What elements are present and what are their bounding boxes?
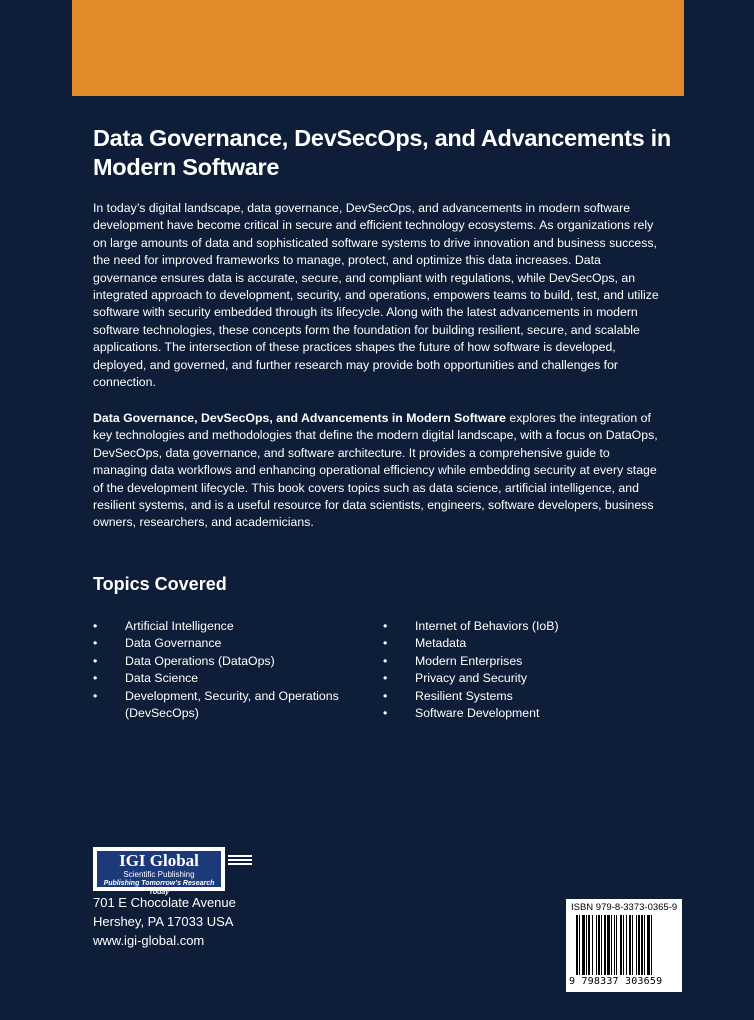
description-text: explores the integration of key technologies and methodologies that define the modern digital landscape, with a focus on DataOps, DevSecOps, data governance, and software architecture. It provides a comprehensive guide to managing data workflows and enhancing operational efficiency while embedding security at every stage of the development lifecycle. This book covers topics such as data science, artificial intelligence, and resilient systems, and is a useful resource for data scientists, engineers, software developers, business owners, researchers, and academicians. — [93, 411, 658, 530]
topic-label: Data Science — [125, 671, 199, 686]
bullet: • — [93, 671, 98, 686]
bullet: • — [383, 671, 388, 686]
topics-list-right — [383, 618, 643, 722]
publisher-website: www.igi-global.com — [93, 933, 205, 948]
topic-label: Artificial Intelligence — [125, 619, 234, 633]
bullet: • — [383, 688, 388, 703]
barcode-bar — [626, 915, 627, 975]
barcode-bar — [604, 915, 606, 975]
bullet: • — [93, 688, 98, 703]
isbn-digits: 9 798337 303659 — [569, 976, 663, 987]
topic-label: Data Governance — [125, 636, 222, 651]
bullet: • — [93, 636, 98, 651]
topic-item — [383, 653, 643, 670]
bullet: • — [93, 619, 98, 633]
topic-item — [383, 688, 643, 705]
barcode-bar — [579, 915, 580, 975]
topics-heading: Topics Covered — [93, 574, 227, 594]
publisher-logo-inner — [97, 851, 221, 896]
barcode-bar — [644, 915, 645, 975]
bullet: • — [93, 653, 98, 668]
barcode-bar — [647, 915, 650, 975]
topic-label: Software Development — [415, 706, 540, 721]
topic-label: Metadata — [415, 636, 467, 651]
top-color-band — [72, 0, 684, 96]
bullet: • — [383, 706, 388, 721]
topic-label: Modern Enterprises — [415, 653, 523, 668]
barcode-bar — [592, 915, 593, 975]
barcode-bar — [596, 915, 597, 975]
barcode-bar — [632, 915, 633, 975]
publisher-address — [93, 893, 236, 950]
isbn-label: ISBN 979-8-3373-0365-9 — [571, 902, 678, 913]
topic-item — [93, 618, 353, 635]
barcode-icon — [576, 915, 674, 975]
book-title: Data Governance, DevSecOps, and Advancements in Modern Software — [93, 125, 671, 180]
barcode-bar — [629, 915, 631, 975]
barcode-bar — [588, 915, 590, 975]
publisher-logo-subtitle: Scientific Publishing — [123, 870, 195, 879]
topic-item — [93, 635, 353, 652]
barcode-bar — [636, 915, 637, 975]
topic-item — [93, 670, 353, 687]
barcode-bar — [582, 915, 585, 975]
barcode-bar — [638, 915, 640, 975]
barcode-bar — [586, 915, 587, 975]
topic-label: Privacy and Security — [415, 671, 528, 686]
topic-item — [383, 618, 643, 635]
bullet: • — [383, 619, 388, 633]
topic-label: Resilient Systems — [415, 688, 513, 703]
bullet: • — [383, 636, 388, 651]
barcode-bar — [601, 915, 602, 975]
barcode-bar — [623, 915, 624, 975]
barcode-bar — [607, 915, 610, 975]
topic-label: Development, Security, and Operations (DevSecOps) — [125, 688, 339, 721]
isbn-barcode — [566, 899, 682, 992]
topic-label: Internet of Behaviors (IoB) — [415, 619, 559, 633]
barcode-bar — [616, 915, 617, 975]
barcode-bar — [576, 915, 578, 975]
intro-paragraph: In today’s digital landscape, data governance, DevSecOps, and advancements in modern software development have become critical in secure and efficient technology ecosystems. As organizations rely on large amounts of data and sophisticated software systems to drive innovation and business success, the need for improved frameworks to manage, protect, and optimize this data increases. Data governance ensures data is accurate, secure, and compliant with regulations, while DevSecOps, an integrated approach to development, security, and operations, empowers teams to build, test, and utilize software with security embedded through its lifecycle. Along with the latest advancements in modern software technologies, these concepts form the foundation for building resilient, secure, and scalable applications. The intersection of these practices shapes the future of how software is developed, deployed, and governed, and further research may provide both opportunities and challenges for connection. — [93, 201, 659, 390]
description-book-title: Data Governance, DevSecOps, and Advancements in Modern Software — [93, 411, 506, 425]
topic-item — [93, 688, 353, 723]
barcode-bar — [611, 915, 612, 975]
topics-list-left — [93, 618, 353, 722]
bullet: • — [383, 653, 388, 668]
barcode-bar — [620, 915, 622, 975]
topic-label: Data Operations (DataOps) — [125, 653, 275, 668]
address-line-1: 701 E Chocolate Avenue — [93, 895, 236, 910]
barcode-bar — [651, 915, 652, 975]
description-paragraph — [93, 410, 663, 532]
barcode-bar — [641, 915, 643, 975]
publisher-logo-tagline: Publishing Tomorrow’s Research Today — [103, 880, 215, 896]
publisher-logo — [93, 847, 225, 896]
topic-item — [93, 653, 353, 670]
logo-lines-icon — [228, 855, 252, 869]
topic-item — [383, 670, 643, 687]
address-line-2: Hershey, PA 17033 USA — [93, 914, 234, 929]
barcode-bar — [614, 915, 615, 975]
barcode-bar — [598, 915, 600, 975]
topic-item — [383, 705, 643, 722]
publisher-logo-name: IGI Global — [119, 851, 199, 870]
topic-item — [383, 635, 643, 652]
